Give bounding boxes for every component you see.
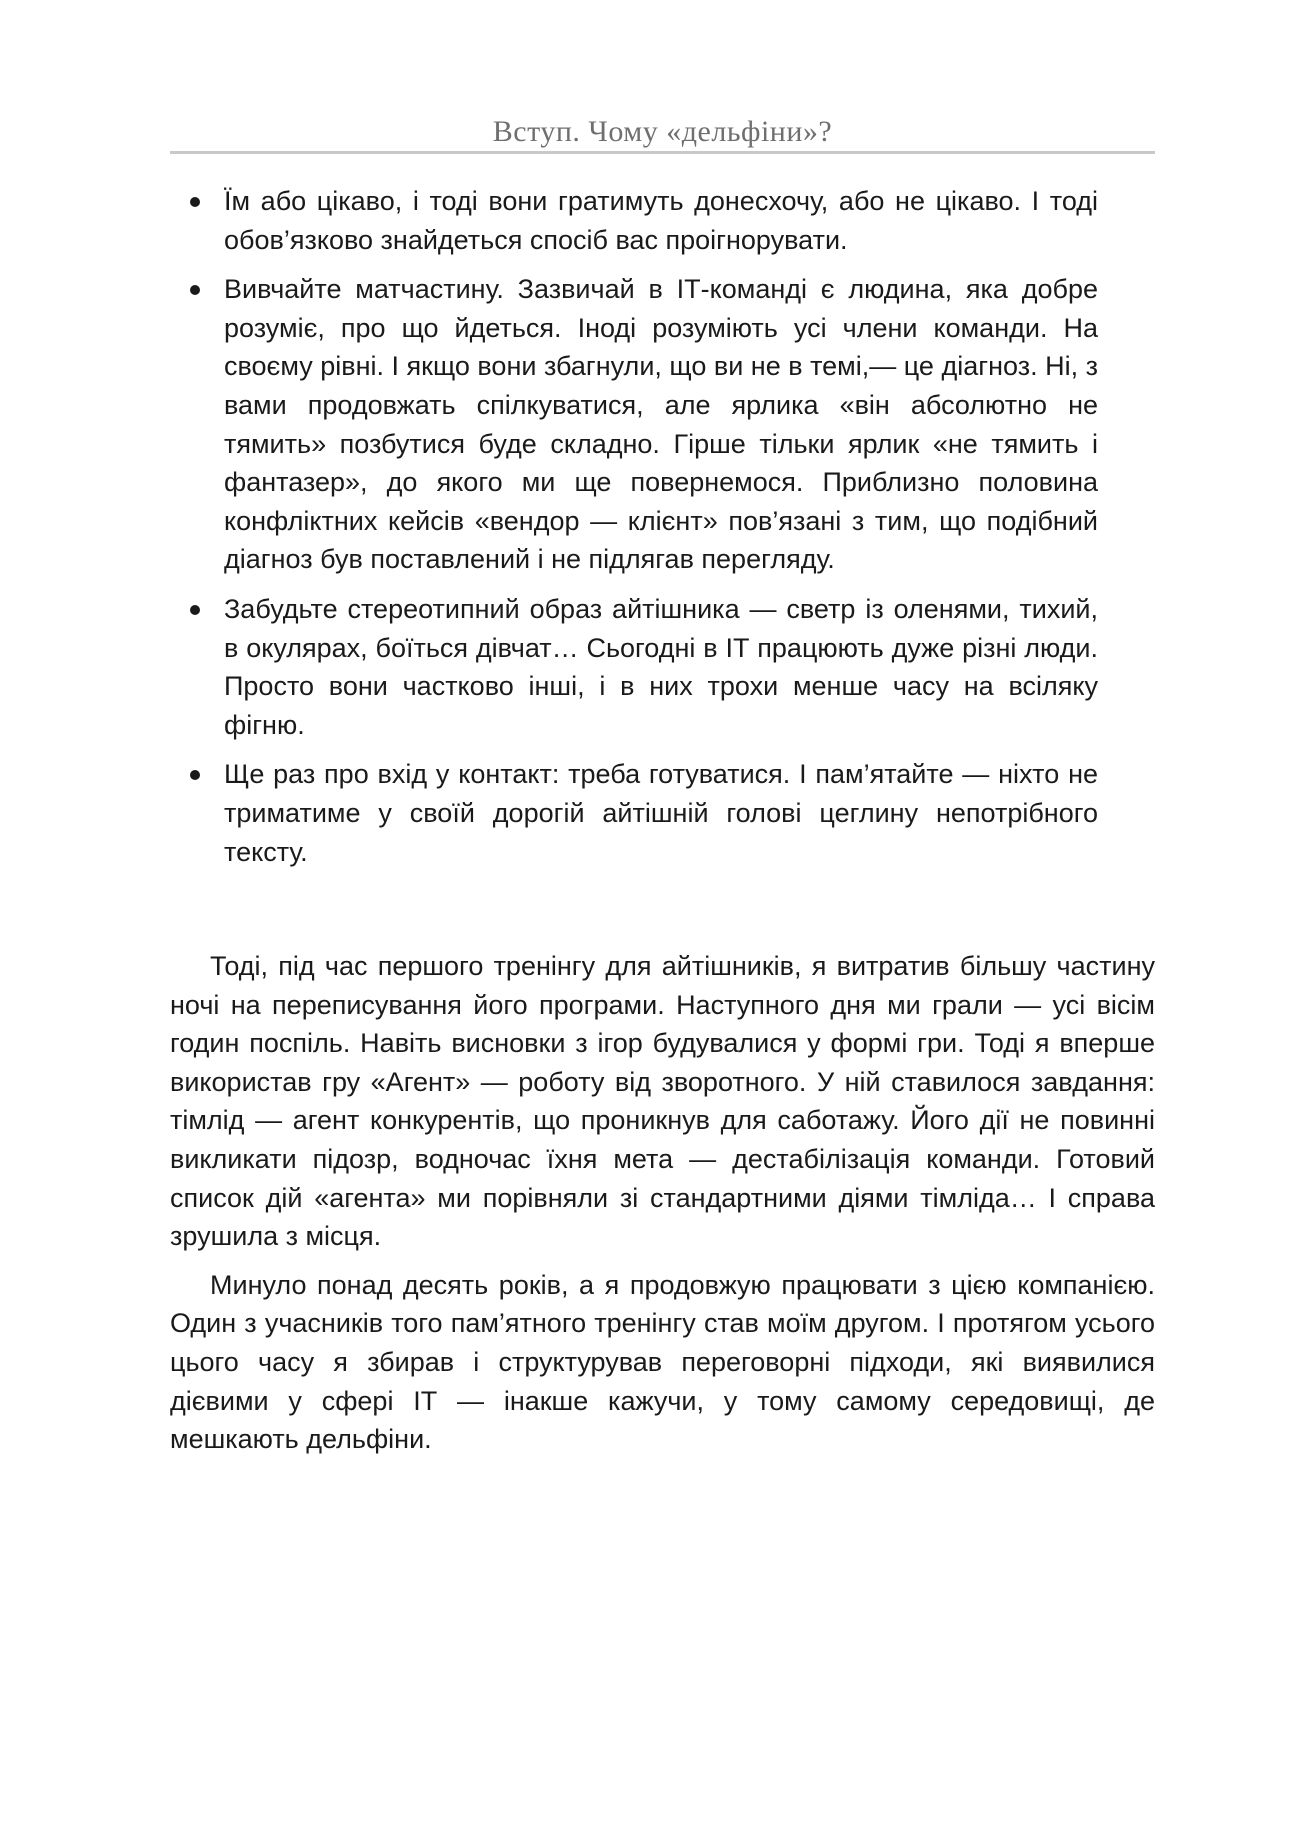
bullet-dot-icon (190, 285, 200, 295)
bullet-dot-icon (190, 605, 200, 615)
bullet-dot-icon (190, 770, 200, 780)
body-paragraph: Минуло понад десять років, а я продовжую працювати з цією компанією. Один з учасників того пам’ятного тренінгу став моїм другом. І протягом усього цього часу я збирав і структурував переговорні підходи, які виявилися дієвими у сфері ІТ — інакше кажучи, у тому самому середовищі, де мешкають дельфіни. (170, 1269, 1155, 1455)
bullet-text: Їм або цікаво, і тоді вони гратимуть донесхочу, або не цікаво. І тоді обов’язково знайдеться спосіб вас проігнорувати. (224, 186, 1098, 255)
bullet-text: Забудьте стереотипний образ айтішника — светр із оленями, тихий, в окулярах, боїться дівчат… Сьогодні в ІТ працюють дуже різні люди. Просто вони частково інші, і в них трохи менше часу на всіляку фігню. (224, 593, 1098, 740)
body-paragraph: Тоді, під час першого тренінгу для айтішників, я витратив більшу частину ночі на переписування його програми. Наступного дня ми грали — усі вісім годин поспіль. Навіть висновки з ігор будувалися у формі гри. Тоді я вперше використав гру «Агент» — роботу від зворотного. У ній ставилося завдання: тімлід — агент конкурентів, що проникнув для саботажу. Його дії не повинні викликати підозр, водночас їхня мета — дестабілізація команди. Готовий список дій «агента» ми порівняли зі стандартними діями тімліда… І справа зрушила з місця. (170, 951, 1155, 1252)
bullet-dot-icon (190, 197, 200, 207)
bullet-item (224, 590, 1098, 744)
page-content (170, 182, 1155, 1459)
header-rule (170, 151, 1155, 154)
bullet-text: Вивчайте матчастину. Зазвичай в ІТ-команді є людина, яка добре розуміє, про що йдеться. Іноді розуміють усі члени команди. На своєму рівні. І якщо вони збагнули, що ви не в темі,— це діагноз. Ні, з вами продовжать спілкуватися, але ярлика «він абсолютно не тямить» позбутися буде складно. Гірше тільки ярлик «не тямить і фантазер», до якого ми ще повернемося. Приблизно половина конфліктних кейсів «вендор — клієнт» пов’язані з тим, що подібний діагноз був поставлений і не підлягав перегляду. (224, 274, 1098, 575)
bullet-item (224, 755, 1098, 871)
running-header: Вступ. Чому «дельфіни»? (492, 115, 833, 148)
bullet-text: Ще раз про вхід у контакт: треба готуватися. І пам’ятайте — ніхто не триматиме у своїй дорогій айтішній голові цеглину непотрібного тексту. (224, 759, 1098, 867)
bullet-list (224, 182, 1098, 871)
bullet-item (224, 182, 1098, 259)
bullet-item (224, 270, 1098, 579)
